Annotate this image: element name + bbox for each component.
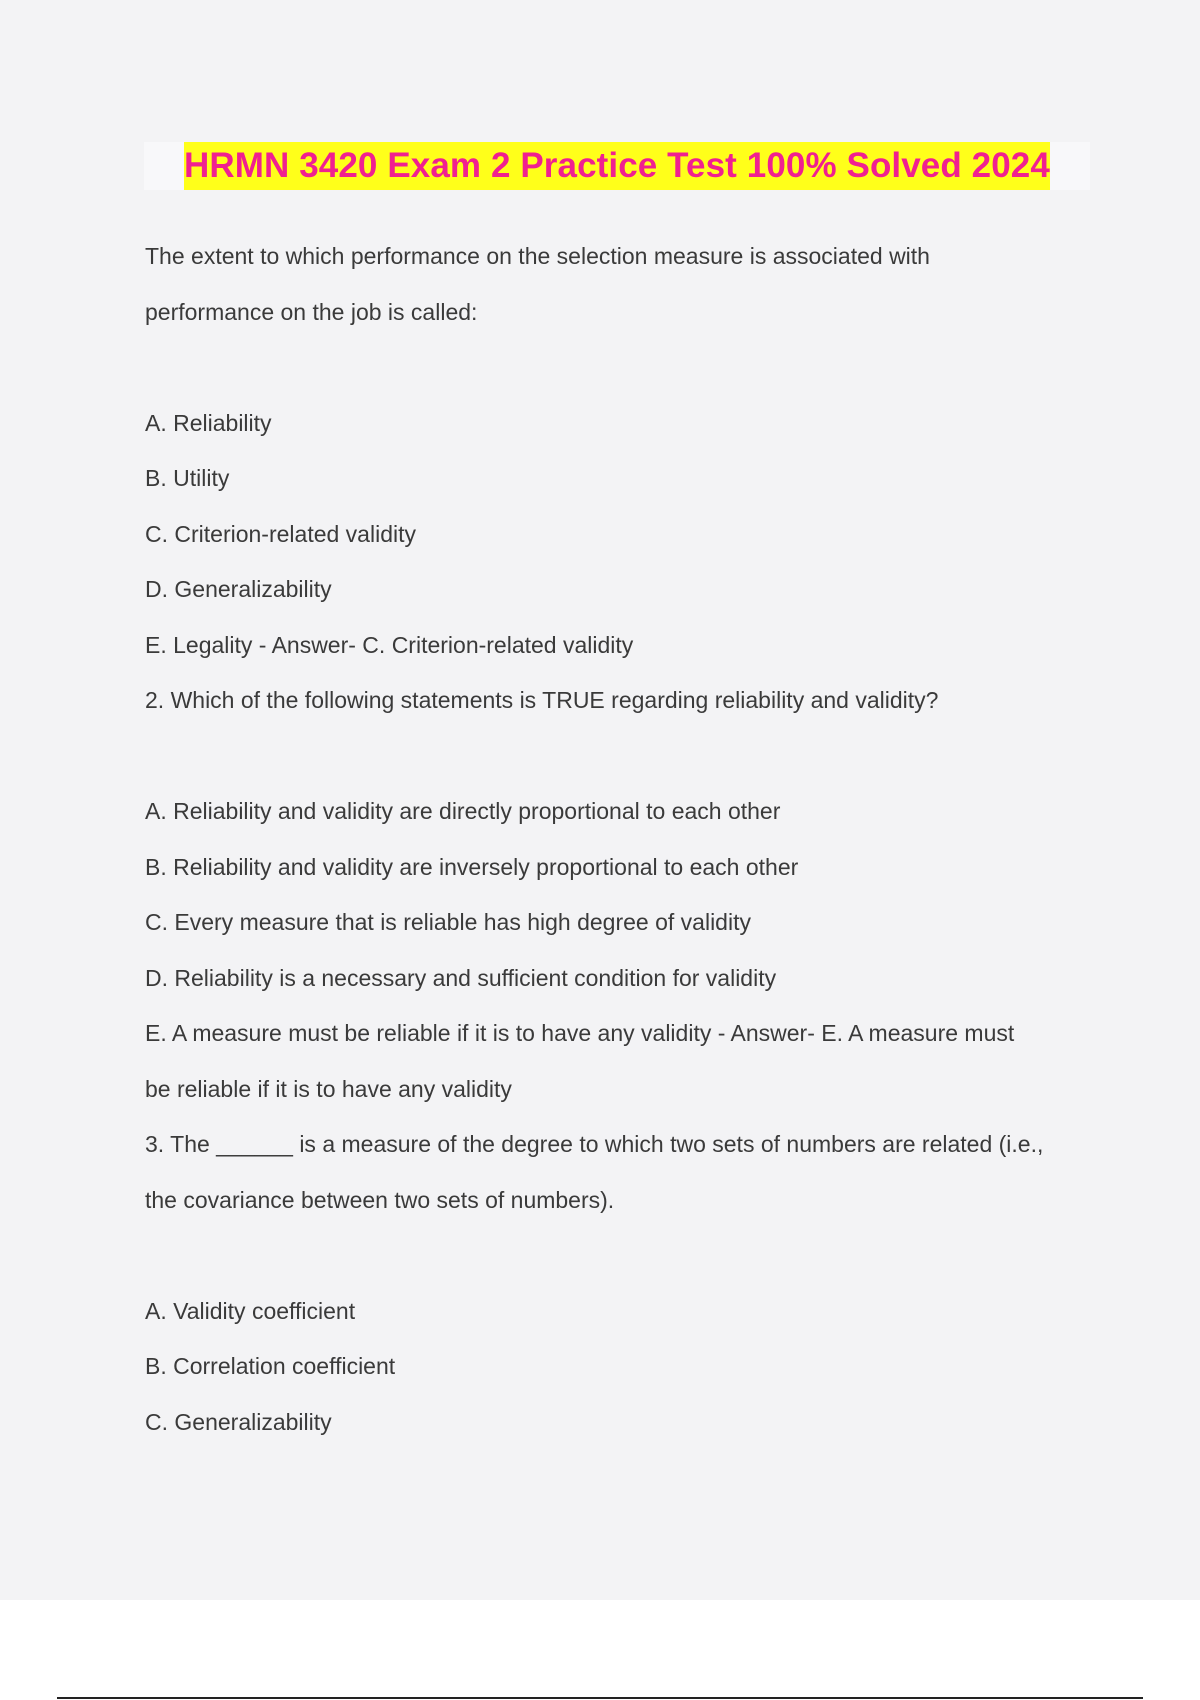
question-2-answer-continued: be reliable if it is to have any validity (145, 1075, 512, 1102)
question-1-option-d: D. Generalizability (145, 576, 332, 602)
page-bottom-rule (57, 1697, 1143, 1699)
title-banner (144, 142, 1090, 190)
question-2-option-b: B. Reliability and validity are inversely proportional to each other (145, 853, 799, 880)
blank-line (145, 345, 1095, 401)
question-2-option-c: C. Every measure that is reliable has high degree of validity (145, 909, 751, 935)
question-1-option-e-answer: E. Legality - Answer- C. Criterion-related validity (145, 631, 634, 658)
blank-line (145, 1233, 1095, 1289)
question-3-line-1: 3. The ______ is a measure of the degree to which two sets of numbers are related (i.e., (145, 1131, 1044, 1157)
question-2: 2. Which of the following statements is TRUE regarding reliability and validity? (145, 687, 939, 713)
document-title: HRMN 3420 Exam 2 Practice Test 100% Solved 2024 (184, 142, 1050, 190)
question-3-option-c: C. Generalizability (145, 1408, 332, 1435)
question-1-line-1: The extent to which performance on the selection measure is associated with (145, 243, 930, 269)
question-2-option-d: D. Reliability is a necessary and sufficient condition for validity (145, 964, 777, 991)
question-3-option-b: B. Correlation coefficient (145, 1353, 396, 1379)
question-3-line-2: the covariance between two sets of numbers). (145, 1186, 615, 1213)
question-1-line-2: performance on the job is called: (145, 298, 478, 325)
document-body (145, 234, 1095, 1455)
question-1-option-b: B. Utility (145, 465, 230, 491)
question-2-option-a: A. Reliability and validity are directly proportional to each other (145, 798, 781, 824)
question-1-option-a: A. Reliability (145, 409, 272, 436)
question-3-option-a: A. Validity coefficient (145, 1297, 356, 1324)
blank-line (145, 734, 1095, 790)
question-2-option-e-answer: E. A measure must be reliable if it is to have any validity - Answer- E. A measure must (145, 1020, 1015, 1046)
question-1-option-c: C. Criterion-related validity (145, 520, 416, 547)
